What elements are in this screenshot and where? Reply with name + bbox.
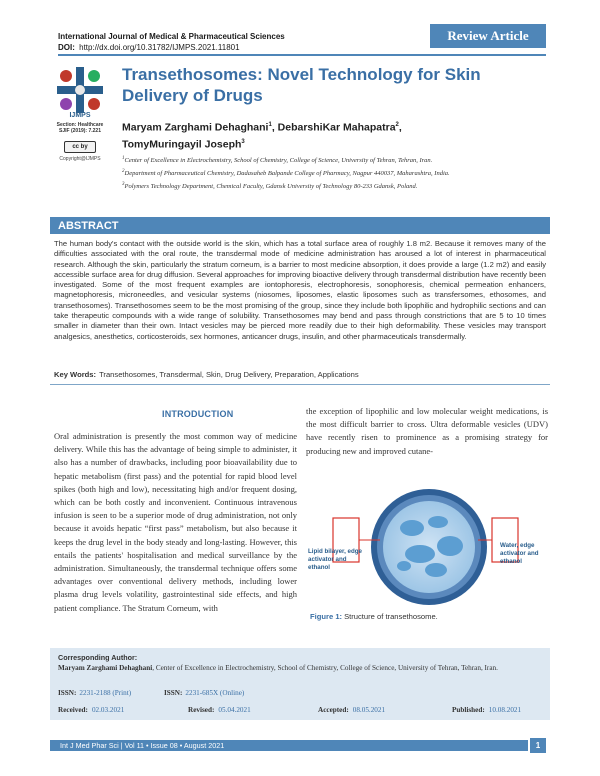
author-sep: , (398, 121, 402, 134)
author-sup: 2 (395, 122, 399, 128)
issn-print (58, 689, 131, 697)
logo-section (48, 122, 112, 135)
author-list (122, 118, 452, 151)
received-label: Received: (58, 706, 88, 714)
issn-online (164, 689, 244, 697)
accepted-date (318, 706, 385, 714)
corresponding-author-heading: Corresponding Author: (58, 653, 138, 662)
figure-caption (310, 612, 438, 621)
affiliation-item (122, 153, 542, 166)
author-name: DebarshiKar Mahapatra (277, 121, 396, 134)
journal-logo-icon (54, 64, 106, 116)
affiliation-sup: 2 (122, 169, 125, 175)
received-value: 02.03.2021 (91, 706, 125, 714)
received-date (58, 706, 124, 714)
section-heading: INTRODUCTION (162, 409, 234, 419)
figure-label-left: Lipid bilayer, edge activator and ethanol (308, 548, 362, 571)
corresponding-author-address: , Center of Excellence in Electrochemistry, School of Chemistry, College of Science, University of Tehran, Tehran, Iran. (152, 664, 498, 672)
author-name: TomyMuringayil Joseph (122, 138, 242, 150)
article-title: Transethosomes: Novel Technology for Skin Delivery of Drugs (122, 65, 481, 105)
copyright-text: Copyright@IJMPS (59, 156, 101, 162)
affiliation-text: Polymers Technology Department, Chemical Faculty, Gdansk University of Technology 80-233 Gdansk, Poland. (124, 183, 418, 191)
cc-license-badge[interactable]: cc by (64, 141, 96, 153)
affiliation-item (122, 166, 542, 179)
affiliation-sup: 1 (122, 156, 125, 161)
revised-value: 05.04.2021 (218, 706, 251, 714)
abstract-heading: ABSTRACT (50, 217, 550, 234)
author-sep: , (271, 121, 278, 134)
journal-name: International Journal of Medical & Pharmaceutical Sciences (58, 32, 285, 41)
article-type-badge: Review Article (430, 24, 546, 48)
header-divider (58, 54, 546, 56)
affiliation-sup: 3 (122, 182, 125, 188)
doi-label: DOI: (58, 43, 75, 52)
author-sup: 1 (268, 122, 272, 128)
issn-online-value: 2231-685X (Online) (185, 689, 245, 697)
issn-print-value: 2231-2188 (Print) (79, 689, 132, 697)
corresponding-author-name: Maryam Zarghami Dehaghani (58, 664, 153, 672)
body-column-right: the exception of lipophilic and low molecular weight medications, is the most difficult barrier to cross. Ultra deformable vesicles (UDV) have recently risen to prominence as a promising strategy for producing new and improved cutane- (306, 406, 548, 456)
affiliation-text: Department of Pharmaceutical Chemistry, Dadasaheb Balpande College of Pharmacy, Nagpur 440037, Maharashtra, India. (124, 170, 450, 178)
affiliation-item (122, 179, 542, 192)
figure-label-right: Water, edge activator and ethanol (500, 542, 539, 565)
affiliations (122, 153, 542, 192)
revised-label: Revised: (188, 706, 215, 714)
doi-link[interactable]: http://dx.doi.org/10.31782/IJMPS.2021.11801 (79, 43, 240, 52)
published-date (452, 706, 521, 714)
keywords-label: Key Words: (54, 370, 97, 379)
footer-citation: Int J Med Phar Sci | Vol 11 • Issue 08 • August 2021 (60, 741, 225, 750)
logo-impact-factor: SJIF (2019): 7.221 (59, 128, 101, 135)
doi-line (58, 43, 240, 52)
corresponding-author-details (58, 663, 542, 674)
published-label: Published: (452, 706, 485, 714)
issn-online-label: ISSN: (164, 689, 183, 697)
page-number: 1 (528, 738, 546, 753)
logo-section-label: Section: Healthcare (56, 122, 104, 128)
affiliation-text: Center of Excellence in Electrochemistry, School of Chemistry, College of Science, University of Tehran, Tehran, Iran. (124, 157, 433, 165)
abstract-divider (50, 384, 550, 385)
body-column-left: Oral administration is presently the most common way of medicine delivery. While this has the advantage of being simple to administer, it also has a number of drawbacks, including poor bioavailability due to hepatic metabolism (first pass) and the potential for rapid blood level spikes (both high and low), necessitating high and/or frequent dosing, which can be both costly and inconvenient. Continuous intravenous infusion is seen to be a superior mode of drug administration, not only because it avoids hepatic “first pass” metabolism, but also because it keeps the drug level in the body steady and long-lasting. However, this entails the patients' hospitalisation and medical surveillance by the administration. Simultaneously, the transdermal technique offers some advantages over conventional delivery methods, including lower plasma drug levels volatility, gastrointestinal side effects, and high patient compliance. The Stratum Corneum, with (54, 431, 297, 613)
figure-caption-number: Figure 1: (310, 612, 343, 621)
figure-caption-text: Structure of transethosome. (344, 612, 438, 621)
issn-print-label: ISSN: (58, 689, 77, 697)
logo-name: IJMPS (69, 112, 91, 119)
author-sup: 3 (241, 138, 245, 145)
abstract-text: The human body's contact with the outside world is the skin, which has a total surface area of roughly 1.8 m2. Because it removes many of the difficulties associated with the oral route, the transdermal mode of medicine administration has aroused a lot of interest in pharmaceutical research. Although the skin, particularly the stratum corneum, is a barrier to most medicine absorption, it does provide a large (1.2 m2) and easily accessible surface area for drug diffusion. Several approaches for improving bioactive delivery through transdermal distribution have recently been investigated. Some of the most frequent examples are iontophoresis, electrophoresis, sonophoresis, chemical permeation enhancers, magnetophoresis, microneedles, and vesicular systems (niosomes, liposomes, elastic liposomes such as transfersomes, ethosomes, and transethosomes). Transethosomes seem to be the most promising of the group, since they include both lipophilic and hydrophilic sections and can take therapeutic compounds with a wide range of solubility. Transethosomes may bend and pass through constrictions that are 5 to 10 times smaller in diameter than their own. Intact vesicles may be pierced more readily due to their high deformability. These vesicles may transport analgesics, anesthetics, corticosteroids, sex hormones, anticancer drugs, insulin, and other pharmaceuticals transdermally. (54, 239, 546, 341)
published-value: 10.08.2021 (488, 706, 522, 714)
keywords-value: Transethosomes, Transdermal, Skin, Drug Delivery, Preparation, Applications (99, 370, 359, 379)
accepted-label: Accepted: (318, 706, 349, 714)
keywords-line (54, 370, 546, 379)
author-name: Maryam Zarghami Dehaghani (122, 121, 269, 134)
revised-date (188, 706, 251, 714)
accepted-value: 08.05.2021 (352, 706, 386, 714)
